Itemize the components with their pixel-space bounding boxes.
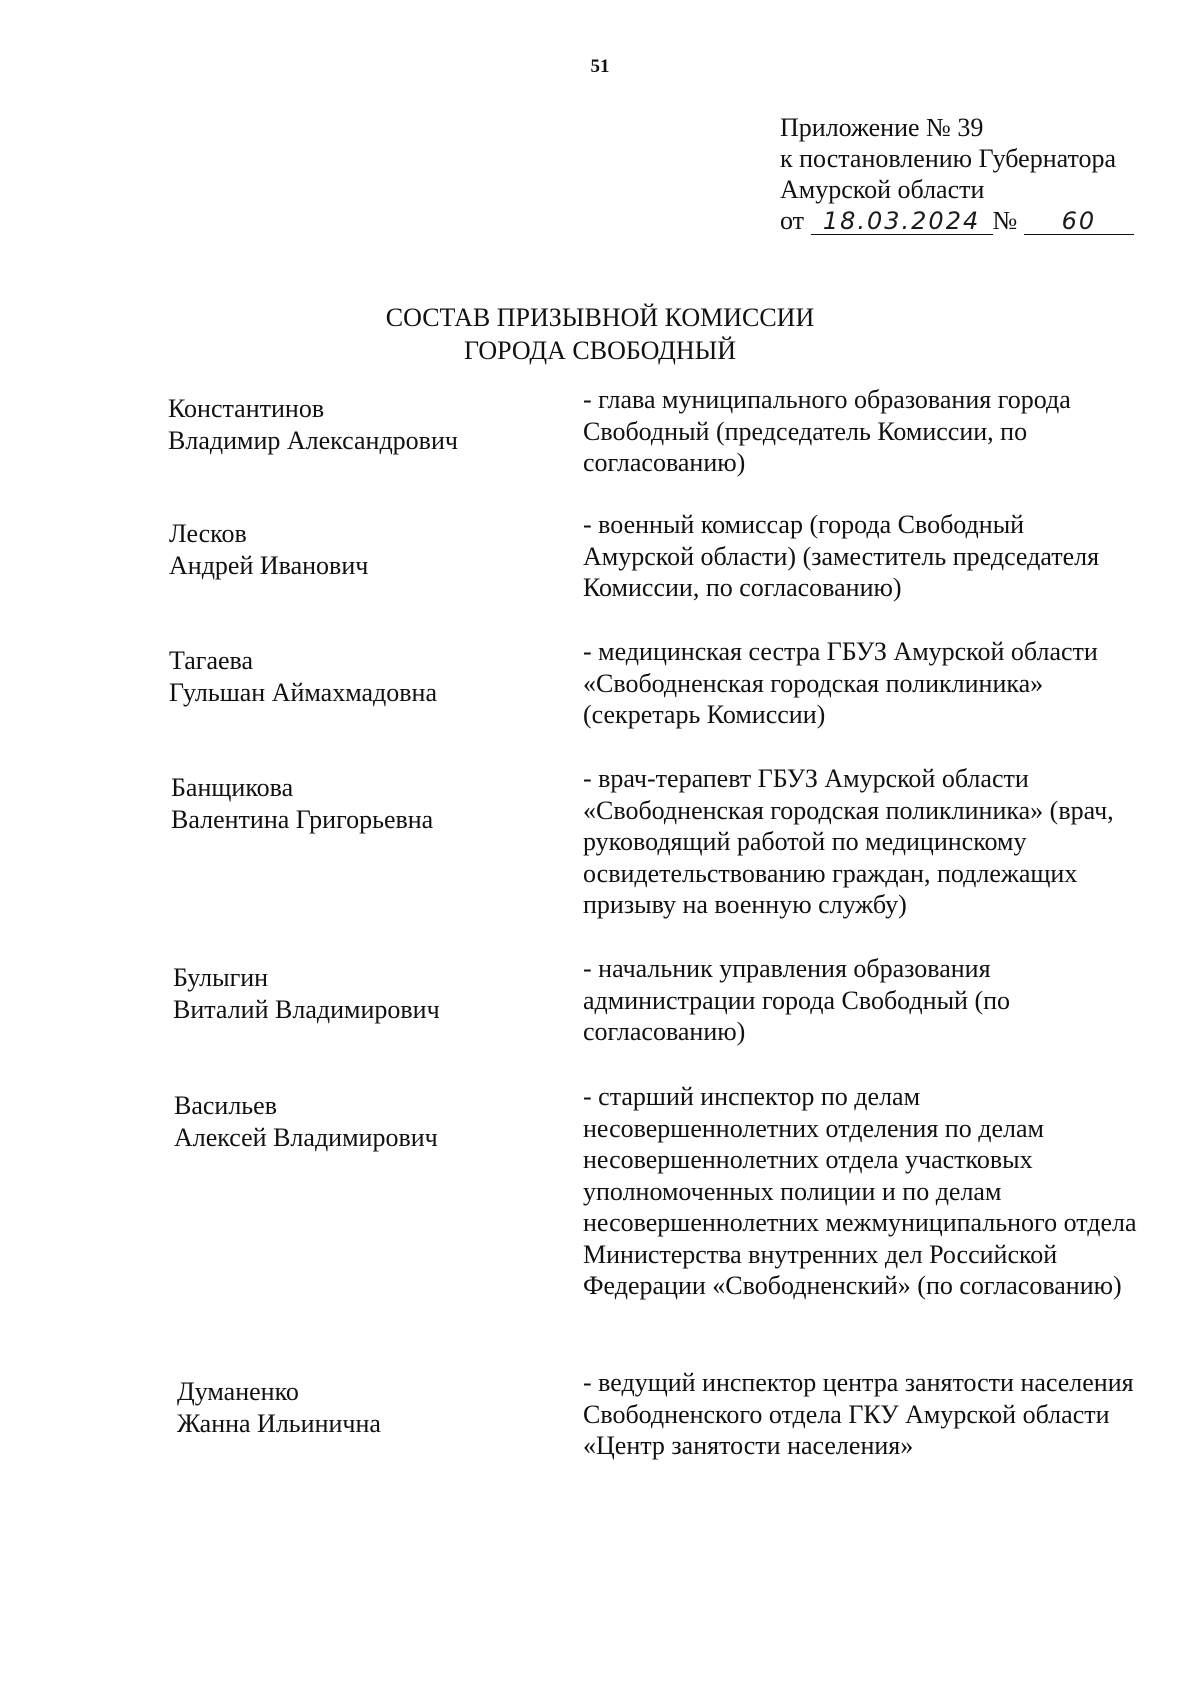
member-role: - старший инспектор по делам несовершеннолетних отделения по делам несовершеннолетних отдела участковых уполномоченных полиции и по делам несовершеннолетних межмуниципального отдела Министерства внутренних дел Российской Федерации «Свободненский» (по согласованию) [583,1082,1137,1300]
member-name [177,1376,507,1439]
member-role: - глава муниципального образования города Свободный (председатель Комиссии, по согласованию) [583,385,1071,477]
member-name [168,393,498,456]
member-role: - военный комиссар (города Свободный Амурской области) (заместитель председателя Комиссии, по согласованию) [583,510,1100,602]
handwritten-date: 18.03.2024 [811,208,993,235]
appendix-title: Приложение № 39 [780,113,984,142]
member-surname: Васильев [174,1091,277,1120]
appendix-region: Амурской области [780,175,985,204]
member-surname: Думаненко [177,1377,299,1406]
member-role: - врач-терапевт ГБУЗ Амурской области «Свободненская городская поликлиника» (врач, руководящий работой по медицинскому освидетельствованию граждан, подлежащих призыву на военную службу) [583,764,1114,919]
member-given-names: Владимир Александрович [168,425,458,455]
number-prefix: № [992,206,1018,235]
appendix-date-number [780,205,1134,236]
member-name [171,772,501,835]
document-title [0,301,1200,367]
page-number: 51 [590,56,610,77]
member-given-names: Алексей Владимирович [174,1122,438,1152]
member-given-names: Жанна Ильинична [177,1408,381,1438]
member-given-names: Валентина Григорьевна [171,804,434,834]
appendix-reference: к постановлению Губернатора [780,144,1117,173]
title-line-1: СОСТАВ ПРИЗЫВНОЙ КОМИССИИ [385,303,815,332]
date-prefix: от [780,206,805,235]
member-surname: Тагаева [169,646,253,675]
member-name [173,962,503,1025]
member-role: - начальник управления образования администрации города Свободный (по согласованию) [583,954,1011,1046]
appendix-block [780,112,1134,236]
member-name [174,1090,504,1153]
member-surname: Константинов [168,394,325,423]
member-surname: Банщикова [171,773,294,802]
handwritten-number: 60 [1024,208,1134,235]
member-name [169,518,499,581]
member-name [169,645,499,708]
member-given-names: Гульшан Аймахмадовна [169,677,437,707]
title-line-2: ГОРОДА СВОБОДНЫЙ [463,336,737,365]
member-given-names: Андрей Иванович [169,550,369,580]
member-role: - медицинская сестра ГБУЗ Амурской области «Свободненская городская поликлиника» (секретарь Комиссии) [583,637,1098,729]
member-surname: Лесков [169,519,247,548]
member-surname: Булыгин [173,963,269,992]
member-role: - ведущий инспектор центра занятости населения Свободненского отдела ГКУ Амурской области «Центр занятости населения» [583,1368,1134,1460]
member-given-names: Виталий Владимирович [173,994,440,1024]
